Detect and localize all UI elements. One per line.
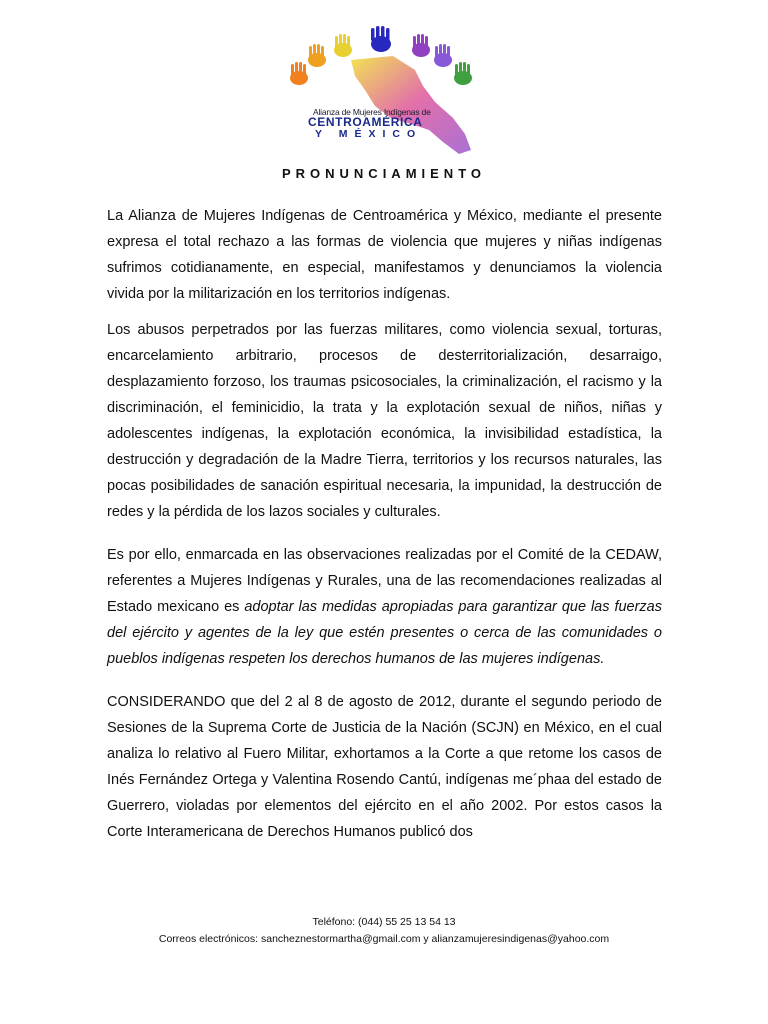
paragraph-3 <box>107 542 662 672</box>
footer-phone: Teléfono: (044) 55 25 13 54 13 <box>312 916 456 928</box>
document-title: PRONUNCIAMIENTO <box>281 166 487 181</box>
hand-violet-icon <box>434 44 452 67</box>
logo-line-3: Y MÉXICO <box>315 128 423 140</box>
logo-line-1: Alianza de Mujeres Indígenas de <box>313 107 431 117</box>
footer-emails: Correos electrónicos: sancheznestormartha@gmail.com y alianzamujeresindigenas@yahoo.com <box>158 933 610 945</box>
paragraph-3-text: Es por ello, enmarcada en las observaciones realizadas por el Comité de la CEDAW, referentes a Mujeres Indígenas y Rurales, una de las recomendaciones realizadas al Estado mexicano es <box>107 547 662 615</box>
hand-purple-icon <box>412 34 430 57</box>
paragraph-3-italic-quote: adoptar las medidas apropiadas para garantizar que las fuerzas del ejército y agentes de la ley que estén presentes o cerca de las comunidades o pueblos indígenas respeten los derechos humanos de las mujeres indígenas. <box>107 599 662 667</box>
paragraph-4: CONSIDERANDO que del 2 al 8 de agosto de 2012, durante el segundo periodo de Sesiones de la Suprema Corte de Justicia de la Nación (SCJN) en México, en el cual analiza lo relativo al Fuero Militar, exhortamos a la Corte a que retome los casos de Inés Fernández Ortega y Valentina Rosendo Cantú, indígenas me´phaa del estado de Guerrero, violadas por elementos del ejército en el año 2002. Por estos casos la Corte Interamericana de Derechos Humanos publicó dos <box>107 694 662 840</box>
hand-green-icon <box>454 62 472 85</box>
logo-graphic <box>283 26 483 162</box>
alliance-logo <box>283 26 483 162</box>
logo-line-2: CENTROAMÉRICA <box>308 115 423 129</box>
document-body <box>107 203 662 855</box>
paragraph-1: La Alianza de Mujeres Indígenas de Centroamérica y México, mediante el presente expresa el total rechazo a las formas de violencia que mujeres y niñas indígenas sufrimos cotidianamente, en especial, manifestamos y denunciamos la violencia vivida por la militarización en los territorios indígenas. <box>107 208 662 302</box>
paragraph-2: Los abusos perpetrados por las fuerzas militares, como violencia sexual, torturas, encarcelamiento arbitrario, procesos de desterritorialización, desarraigo, desplazamiento forzoso, los traumas psicosociales, la criminalización, el racismo y la discriminación, el feminicidio, la trata y la explotación sexual de niños, niñas y adolescentes indígenas, la explotación económica, la invisibilidad estadística, la destrucción y degradación de la Madre Tierra, territorios y los recursos naturales, las pocas posibilidades de sanación espiritual necesaria, la impunidad, la destrucción de redes y la pérdida de los lazos sociales y culturales. <box>107 322 662 520</box>
hand-yellow-icon <box>334 34 352 57</box>
page-footer <box>0 914 768 948</box>
hand-blue-icon <box>371 26 391 52</box>
hand-amber-icon <box>308 44 326 67</box>
hand-orange-icon <box>290 62 308 85</box>
